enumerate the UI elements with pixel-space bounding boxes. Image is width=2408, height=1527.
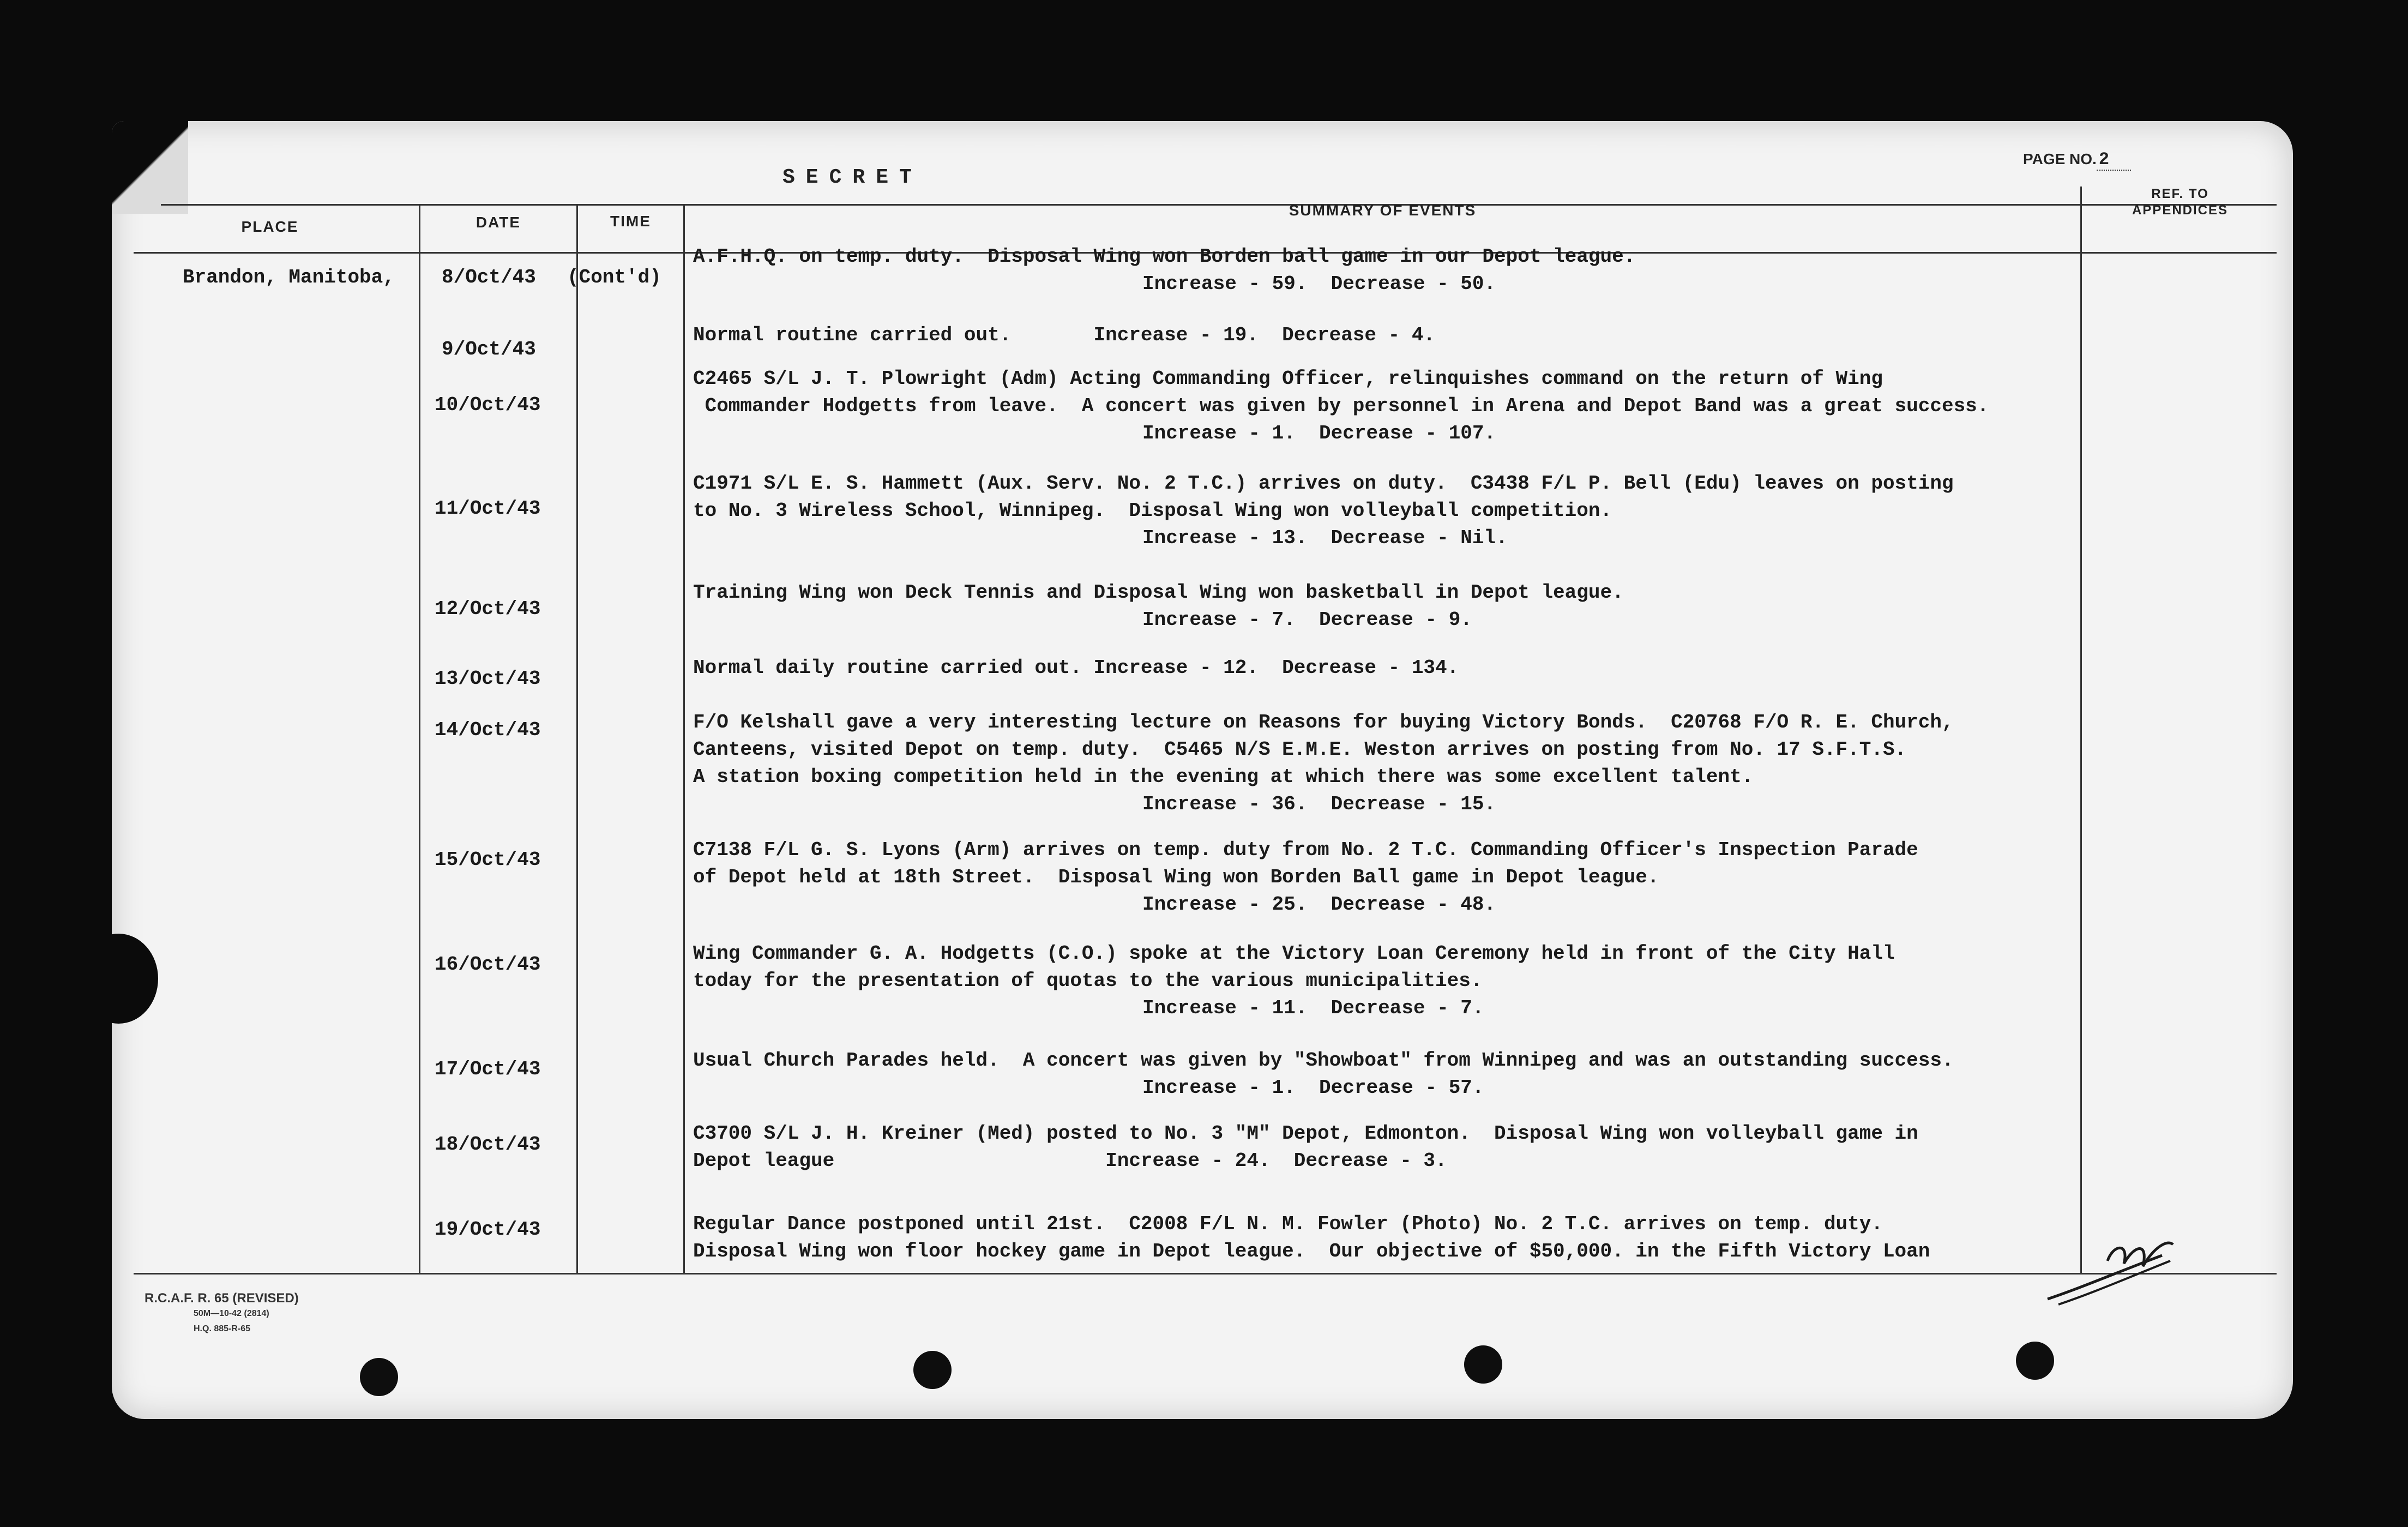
ref-column-divider (2080, 187, 2082, 1274)
form-number-line3: H.Q. 885-R-65 (194, 1324, 251, 1333)
summary-line: Wing Commander G. A. Hodgetts (C.O.) spoke at the Victory Loan Ceremony held in front of the City Hall (693, 942, 1895, 965)
binder-hole (913, 1351, 952, 1389)
summary-line: Regular Dance postponed until 21st. C2008 F/L N. M. Fowler (Photo) No. 2 T.C. arrives on temp. duty. (693, 1213, 1883, 1235)
increase-decrease-line: Increase - 59. Decrease - 50. (1142, 273, 1496, 295)
increase-decrease-line: Increase - 11. Decrease - 7. (1142, 997, 1484, 1019)
summary-line: to No. 3 Wireless School, Winnipeg. Disposal Wing won volleyball competition. (693, 500, 1612, 522)
side-notch (112, 934, 158, 1024)
binder-hole (1464, 1345, 1502, 1384)
summary-line: F/O Kelshall gave a very interesting lecture on Reasons for buying Victory Bonds. C20768 F/O R. E. Church, (693, 711, 1954, 734)
date-cell: 9/Oct/43 (442, 338, 536, 360)
date-cell: 18/Oct/43 (435, 1133, 541, 1156)
summary-column-divider (683, 204, 685, 1274)
place-column-header: PLACE (241, 218, 299, 235)
time-cell-continued: (Cont'd) (567, 266, 661, 288)
folded-corner (112, 121, 188, 214)
summary-line: of Depot held at 18th Street. Disposal Wing won Borden Ball game in Depot league. (693, 866, 1659, 888)
date-cell: 15/Oct/43 (435, 849, 541, 871)
summary-line: C7138 F/L G. S. Lyons (Arm) arrives on temp. duty from No. 2 T.C. Commanding Officer's Inspection Parade (693, 839, 1918, 861)
summary-line: Usual Church Parades held. A concert was given by "Showboat" from Winnipeg and was an outstanding success. (693, 1049, 1954, 1072)
document-card (112, 121, 2293, 1419)
date-cell: 12/Oct/43 (435, 598, 541, 620)
secret-heading: SECRET (782, 166, 923, 189)
ref-column-header-line1: REF. TO (2151, 187, 2209, 201)
date-cell: 13/Oct/43 (435, 668, 541, 690)
summary-line: today for the presentation of quotas to the various municipalities. (693, 970, 1483, 992)
place-cell: Brandon, Manitoba, (183, 266, 395, 288)
form-number (145, 1291, 299, 1337)
binder-hole (2016, 1342, 2054, 1380)
increase-decrease-line: Increase - 25. Decrease - 48. (1142, 893, 1496, 916)
form-number-line2: 50M—10-42 (2814) (194, 1309, 269, 1318)
page-number-value: 2 (2097, 149, 2131, 171)
date-cell: 14/Oct/43 (435, 719, 541, 741)
increase-decrease-line: Increase - 7. Decrease - 9. (1142, 609, 1472, 631)
summary-line: Training Wing won Deck Tennis and Disposal Wing won basketball in Depot league. (693, 581, 1624, 604)
date-cell: 8/Oct/43 (442, 266, 536, 288)
time-column-divider (576, 204, 578, 1274)
date-column-divider (419, 204, 420, 1274)
summary-line: C1971 S/L E. S. Hammett (Aux. Serv. No. 2 T.C.) arrives on duty. C3438 F/L P. Bell (Edu) leaves on posting (693, 472, 1954, 495)
summary-line: Canteens, visited Depot on temp. duty. C5465 N/S E.M.E. Weston arrives on posting from No. 17 S.F.T.S. (693, 738, 1907, 761)
date-cell: 10/Oct/43 (435, 394, 541, 416)
increase-decrease-line: Increase - 1. Decrease - 57. (1142, 1077, 1484, 1099)
binder-hole (360, 1358, 398, 1396)
summary-line: C3700 S/L J. H. Kreiner (Med) posted to No. 3 "M" Depot, Edmonton. Disposal Wing won volleyball game in (693, 1122, 1918, 1145)
summary-line: Depot league Increase - 24. Decrease - 3. (693, 1150, 1447, 1172)
summary-line: C2465 S/L J. T. Plowright (Adm) Acting Commanding Officer, relinquishes command on the return of Wing (693, 368, 1883, 390)
summary-line: A.F.H.Q. on temp. duty. Disposal Wing won Borden ball game in our Depot league. (693, 245, 1636, 268)
date-cell: 19/Oct/43 (435, 1218, 541, 1241)
form-number-line1: R.C.A.F. R. 65 (REVISED) (145, 1291, 299, 1306)
increase-decrease-line: Increase - 13. Decrease - Nil. (1142, 527, 1508, 549)
summary-line: Normal routine carried out. Increase - 19. Decrease - 4. (693, 324, 1436, 346)
summary-line: Commander Hodgetts from leave. A concert was given by personnel in Arena and Depot Band was a great success. (693, 395, 1989, 417)
page-number-field (2023, 149, 2131, 170)
date-cell: 16/Oct/43 (435, 953, 541, 976)
table-bottom-rule (134, 1273, 2277, 1274)
increase-decrease-line: Increase - 1. Decrease - 107. (1142, 422, 1496, 444)
summary-line: Normal daily routine carried out. Increase - 12. Decrease - 134. (693, 657, 1459, 679)
page-number-label: PAGE NO. (2023, 151, 2097, 167)
increase-decrease-line: Increase - 36. Decrease - 15. (1142, 793, 1496, 815)
time-column-header: TIME (610, 213, 651, 230)
summary-column-header: SUMMARY OF EVENTS (1289, 202, 1477, 219)
date-cell: 11/Oct/43 (435, 497, 541, 520)
ref-column-header-line2: APPENDICES (2132, 203, 2229, 218)
summary-line: A station boxing competition held in the evening at which there was some excellent talent. (693, 766, 1754, 788)
handwritten-signature (2042, 1234, 2184, 1310)
date-column-header: DATE (475, 214, 521, 231)
summary-line: Disposal Wing won floor hockey game in Depot league. Our objective of $50,000. in the Fifth Victory Loan (693, 1240, 1930, 1263)
date-cell: 17/Oct/43 (435, 1058, 541, 1080)
